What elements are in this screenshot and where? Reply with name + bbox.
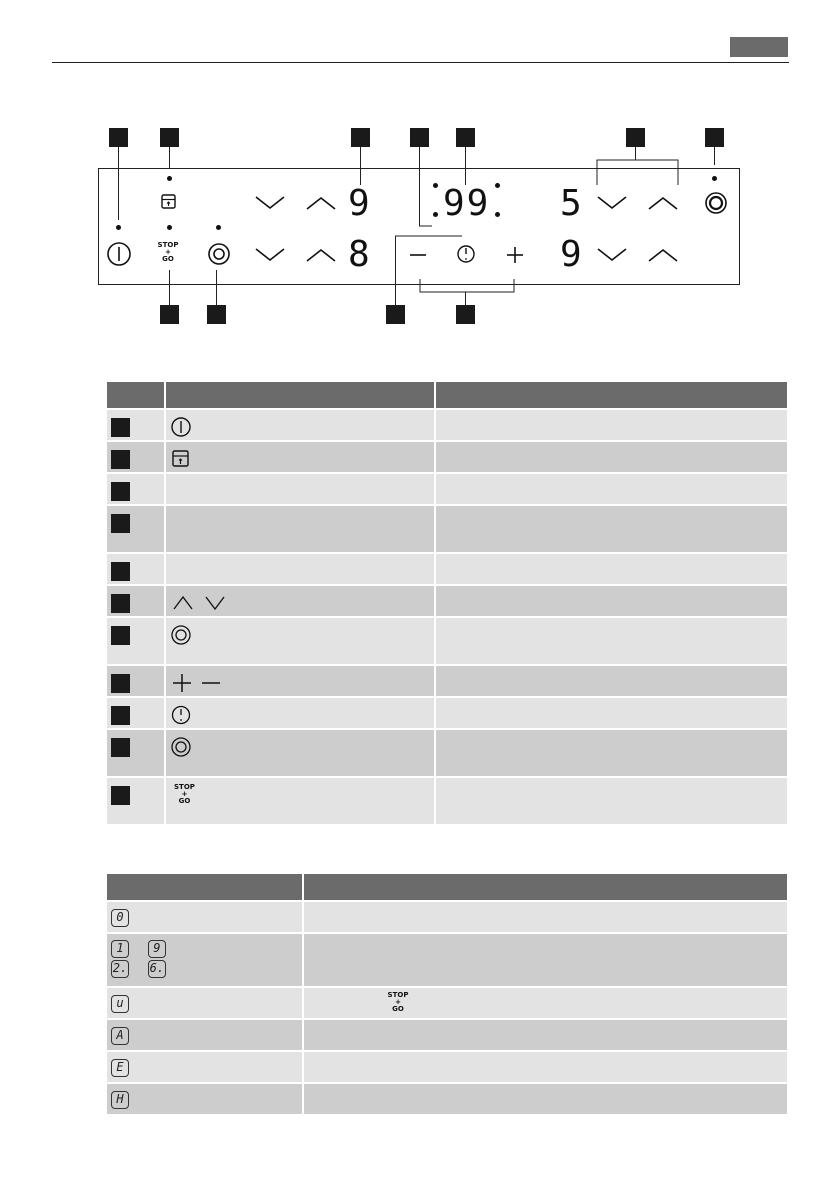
stop-go-line3: GO	[392, 1005, 404, 1013]
dual-circle-icon	[170, 624, 192, 646]
table-row	[107, 777, 788, 825]
zone4-display: 9	[560, 234, 582, 275]
zone2-down-arrow[interactable]	[254, 246, 286, 264]
zone1-up-arrow[interactable]	[305, 194, 337, 212]
table-header	[107, 874, 788, 901]
row-number-box	[111, 674, 130, 693]
timer-zone-dot-bl	[433, 212, 438, 217]
zone4-up-arrow[interactable]	[647, 246, 679, 264]
zone3-up-arrow[interactable]	[647, 194, 679, 212]
row-number-box	[111, 514, 130, 533]
display-symbol: A	[111, 1027, 129, 1045]
zone1-display: 9	[348, 183, 370, 224]
timer-zone-dot-br	[495, 212, 500, 217]
table-row	[107, 505, 788, 553]
arrows-up-down-icon	[170, 592, 230, 614]
stop-go-line3: GO	[162, 255, 174, 263]
table-row	[107, 665, 788, 697]
zone3-down-arrow[interactable]	[596, 194, 628, 212]
table-row	[107, 553, 788, 585]
stop-go-line3: GO	[178, 797, 191, 805]
dual-zone-button[interactable]	[207, 242, 231, 266]
stop-go-line1: STOP	[157, 241, 179, 249]
table-header	[107, 382, 788, 409]
timer-icon[interactable]	[456, 244, 476, 264]
stop-go-line2: +	[165, 248, 171, 256]
power-indicator-dot	[116, 225, 121, 230]
table-row	[107, 987, 788, 1019]
table-row	[107, 729, 788, 777]
display-symbol: 1	[111, 940, 129, 958]
table-row	[107, 1019, 788, 1051]
display-symbol: 6.	[148, 960, 166, 978]
row-number-box	[111, 738, 130, 757]
zone3-display: 5	[560, 183, 582, 224]
timer-plus-button[interactable]	[505, 245, 525, 265]
table-row	[107, 473, 788, 505]
table-row	[107, 697, 788, 729]
display-symbol: 0	[111, 909, 129, 927]
stop-go-button[interactable]	[154, 242, 182, 263]
timer-icon	[170, 704, 192, 726]
display-symbol: 9	[148, 940, 166, 958]
dual-circle-icon	[170, 736, 192, 758]
lock-indicator-dot	[167, 176, 172, 181]
row-number-box	[111, 450, 130, 469]
zone2-display: 8	[348, 234, 370, 275]
timer-minus-button[interactable]	[408, 245, 428, 265]
display-symbol: 2.	[111, 960, 129, 978]
row-number-box	[111, 482, 130, 501]
timer-display: 99	[443, 183, 491, 224]
lock-icon	[170, 448, 192, 470]
stop-go-line1: STOP	[387, 991, 409, 999]
display-symbol: u	[111, 995, 129, 1013]
sensor-field-table	[107, 382, 789, 826]
zone4-down-arrow[interactable]	[596, 246, 628, 264]
zone2-up-arrow[interactable]	[305, 246, 337, 264]
dual-zone-indicator-dot	[216, 225, 221, 230]
timer-zone-dot-tl	[433, 183, 438, 188]
display-symbol: H	[111, 1091, 129, 1109]
control-panel-frame	[98, 168, 740, 285]
table-row	[107, 617, 788, 665]
timer-zone-dot-tr	[495, 183, 500, 188]
right-dual-zone-button[interactable]	[704, 191, 728, 215]
table-row	[107, 1083, 788, 1115]
power-icon	[170, 416, 192, 438]
table-row	[107, 933, 788, 987]
zone1-down-arrow[interactable]	[254, 194, 286, 212]
right-dual-zone-indicator-dot	[712, 176, 717, 181]
plus-minus-icon	[170, 672, 230, 694]
stop-go-icon	[174, 784, 195, 805]
row-number-box	[111, 418, 130, 437]
row-number-box	[111, 706, 130, 725]
display-symbol: E	[111, 1059, 129, 1077]
table-row	[107, 901, 788, 933]
stop-go-line2: +	[181, 790, 188, 798]
stop-go-icon	[384, 992, 412, 1013]
table-row	[107, 409, 788, 441]
row-number-box	[111, 626, 130, 645]
row-number-box	[111, 786, 130, 805]
row-number-box	[111, 562, 130, 581]
table-row	[107, 441, 788, 473]
table-row	[107, 1051, 788, 1083]
stop-go-line2: +	[395, 998, 401, 1006]
stopgo-indicator-dot	[167, 225, 172, 230]
display-symbol-table	[107, 874, 789, 1116]
power-button[interactable]	[106, 241, 132, 267]
table-row	[107, 585, 788, 617]
stop-go-line1: STOP	[174, 783, 195, 791]
row-number-box	[111, 594, 130, 613]
lock-button[interactable]	[160, 193, 178, 211]
